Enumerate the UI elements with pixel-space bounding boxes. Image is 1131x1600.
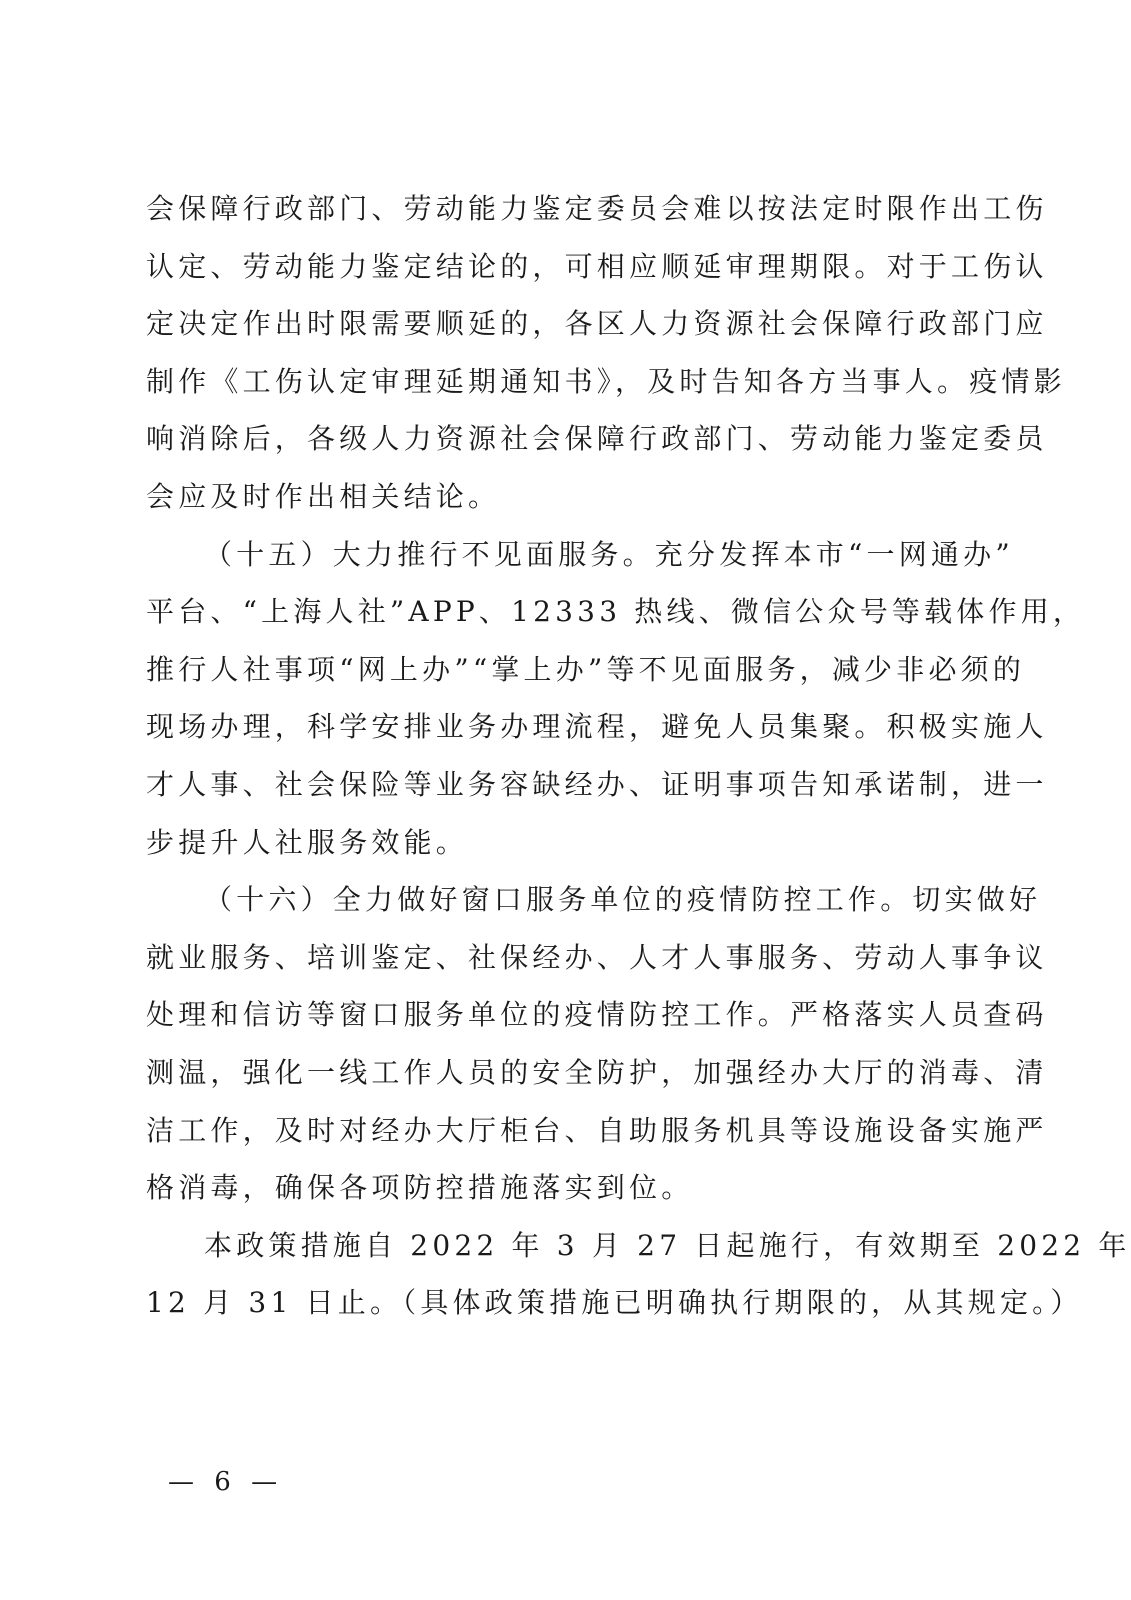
text-line: 认定、劳动能力鉴定结论的，可相应顺延审理期限。对于工伤认 — [146, 249, 1048, 283]
text-line: 制作《工伤认定审理延期通知书》，及时告知各方当事人。疫情影 — [146, 364, 1066, 398]
body-text — [146, 180, 1131, 1332]
page-number: — 6 — — [168, 1467, 284, 1497]
text-line: 推行人社事项“网上办”“掌上办”等不见面服务，减少非必须的 — [146, 652, 1026, 686]
text-line: 平台、“上海人社”APP、12333 热线、微信公众号等载体作用， — [146, 595, 1086, 629]
text-line: 才人事、社会保险等业务容缺经办、证明事项告知承诺制，进一 — [146, 767, 1048, 801]
text-line: 12 月 31 日止。（具体政策措施已明确执行期限的，从其规定。） — [146, 1286, 1083, 1320]
text-line: 格消毒，确保各项防控措施落实到位。 — [146, 1171, 694, 1205]
text-line: 定决定作出时限需要顺延的，各区人力资源社会保障行政部门应 — [146, 307, 1048, 341]
text-line: 洁工作，及时对经办大厅柜台、自助服务机具等设施设备实施严 — [146, 1113, 1048, 1147]
text-line: 现场办理，科学安排业务办理流程，避免人员集聚。积极实施人 — [146, 710, 1048, 744]
text-line: 会应及时作出相关结论。 — [146, 479, 501, 513]
text-line: 会保障行政部门、劳动能力鉴定委员会难以按法定时限作出工伤 — [146, 192, 1048, 225]
text-line: 就业服务、培训鉴定、社保经办、人才人事服务、劳动人事争议 — [146, 940, 1048, 974]
text-line: 测温，强化一线工作人员的安全防护，加强经办大厅的消毒、清 — [146, 1055, 1048, 1089]
text-line: 响消除后，各级人力资源社会保障行政部门、劳动能力鉴定委员 — [146, 422, 1048, 456]
text-line: 处理和信访等窗口服务单位的疫情防控工作。严格落实人员查码 — [146, 998, 1048, 1032]
effective-date-first-line: 本政策措施自 2022 年 3 月 27 日起施行，有效期至 2022 年 — [204, 1228, 1131, 1262]
text-line: 步提升人社服务效能。 — [146, 825, 469, 859]
paragraph-15-first-line: （十五）大力推行不见面服务。充分发挥本市“一网通办” — [204, 537, 1014, 571]
paragraph-16-first-line: （十六）全力做好窗口服务单位的疫情防控工作。切实做好 — [204, 883, 1042, 917]
